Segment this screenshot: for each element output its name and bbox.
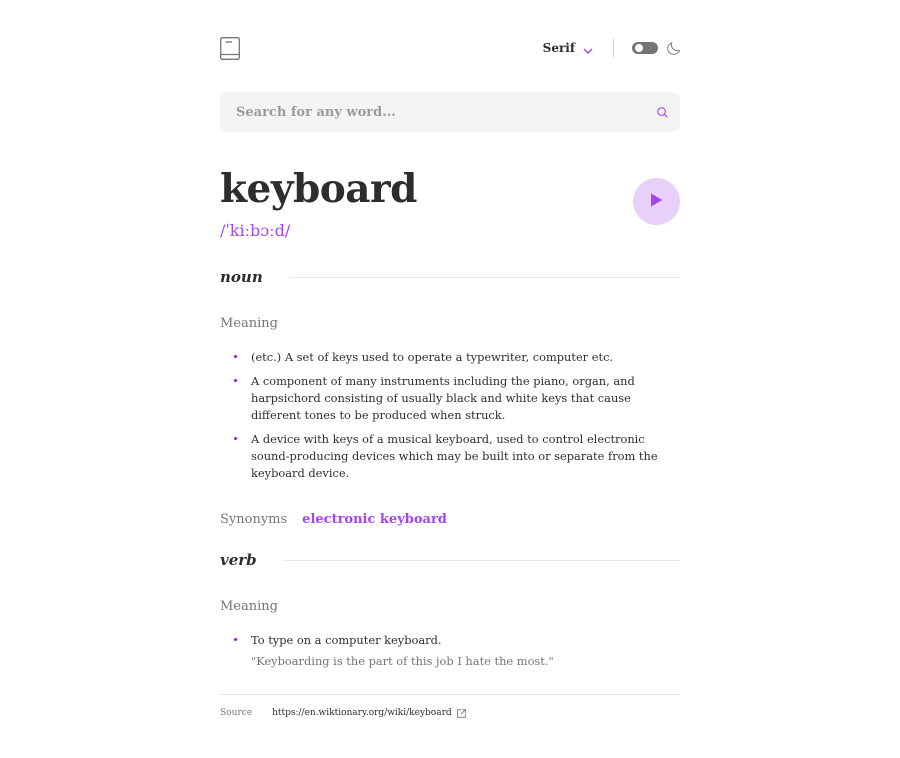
definition-text: To type on a computer keyboard. <box>251 633 442 647</box>
theme-toggle[interactable] <box>632 42 658 54</box>
word-title: keyboard <box>220 166 417 212</box>
search-input[interactable] <box>234 104 657 121</box>
synonyms-label: Synonyms <box>220 512 288 527</box>
word-header <box>220 166 680 242</box>
search-icon[interactable] <box>657 107 668 118</box>
header <box>220 36 680 60</box>
part-of-speech-label: noun <box>220 268 263 286</box>
synonym-link[interactable]: electronic keyboard <box>302 512 447 527</box>
meaning-label: Meaning <box>220 599 278 614</box>
external-link-icon[interactable] <box>457 709 466 718</box>
definition-item <box>220 373 680 424</box>
definition-list <box>220 632 680 670</box>
part-of-speech-label: verb <box>220 551 257 569</box>
definition-text: A device with keys of a musical keyboard, used to control electronic sound-producing devices which may be built into or separate from the keyboard device. <box>251 432 658 480</box>
section-divider <box>289 277 680 278</box>
dictionary-app <box>220 0 680 718</box>
bullet <box>234 437 237 440</box>
bullet <box>234 638 237 641</box>
definition-list <box>220 349 680 482</box>
definition-item <box>220 431 680 482</box>
part-of-speech-verb <box>220 551 680 569</box>
header-controls <box>543 39 680 58</box>
bullet <box>234 355 237 358</box>
phonetic: /ˈkiːbɔːd/ <box>220 221 291 240</box>
part-of-speech-noun <box>220 268 680 286</box>
play-icon <box>650 192 663 211</box>
definition-example: "Keyboarding is the part of this job I hate the most." <box>251 654 554 668</box>
header-divider <box>613 39 614 57</box>
footer <box>220 694 680 718</box>
section-divider <box>283 560 680 561</box>
bullet <box>234 379 237 382</box>
source-link[interactable]: https://en.wiktionary.org/wiki/keyboard <box>272 708 452 718</box>
search-bar <box>220 92 680 132</box>
toggle-knob <box>635 44 643 52</box>
play-button[interactable] <box>633 178 680 225</box>
book-icon[interactable] <box>220 37 240 60</box>
definition-text: A component of many instruments including the piano, organ, and harpsichord consisting of usually black and white keys that cause different tones to be produced when struck. <box>251 374 635 422</box>
definition-item <box>220 632 680 670</box>
definition-text: (etc.) A set of keys used to operate a typewriter, computer etc. <box>251 350 614 364</box>
font-selector[interactable] <box>543 39 593 58</box>
source-label: Source <box>220 708 253 718</box>
definition-item <box>220 349 680 366</box>
font-label: Serif <box>542 41 575 55</box>
moon-icon <box>667 42 680 55</box>
meaning-label: Meaning <box>220 316 278 331</box>
synonyms-row <box>220 512 680 527</box>
chevron-down-icon <box>583 39 593 58</box>
